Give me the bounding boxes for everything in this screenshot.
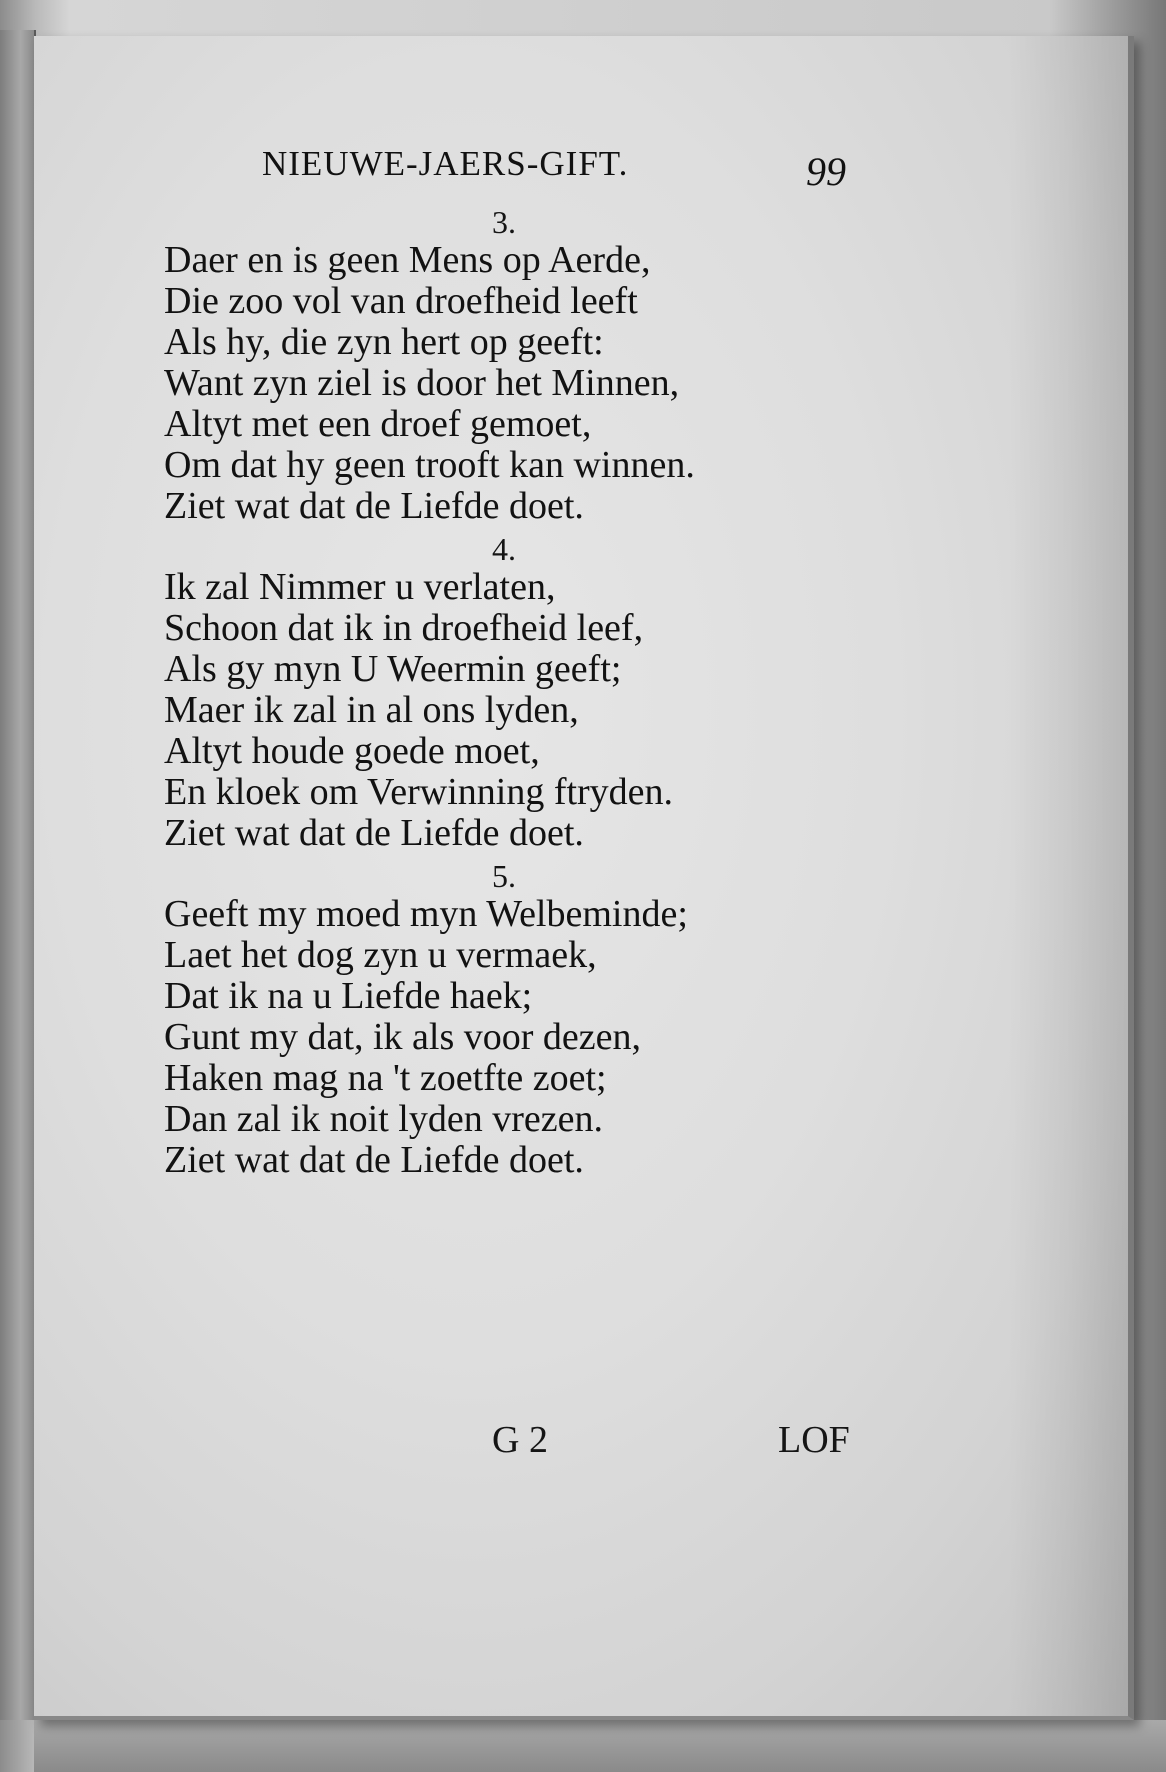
page-shading	[1008, 36, 1128, 1716]
verse-line: Als hy, die zyn hert op geeft:	[164, 321, 604, 363]
verse-line: Die zoo vol van droefheid leeft	[164, 280, 638, 322]
verse-line: Laet het dog zyn u vermaek,	[164, 934, 597, 976]
verse-line: Dan zal ik noit lyden vrezen.	[164, 1098, 603, 1140]
verse-line: Ziet wat dat de Liefde doet.	[164, 485, 584, 527]
book-bottom-edge	[34, 1720, 1166, 1772]
stanza-4	[164, 531, 824, 854]
facing-page-edge	[0, 30, 36, 1720]
verse-line: En kloek om Verwinning ftryden.	[164, 771, 674, 813]
verse-line: Altyt met een droef gemoet,	[164, 403, 592, 445]
verse-line: Gunt my dat, ik als voor dezen,	[164, 1016, 642, 1058]
verse-line: Daer en is geen Mens op Aerde,	[164, 239, 651, 281]
verse-line: Schoon dat ik in droefheid leef,	[164, 607, 644, 649]
stanza-number: 5.	[492, 858, 516, 894]
verse-line: Altyt houde goede moet,	[164, 730, 540, 772]
verse-line: Maer ik zal in al ons lyden,	[164, 689, 579, 731]
verse-line: Haken mag na 't zoetfte zoet;	[164, 1057, 607, 1099]
verse-line: Geeft my moed myn Welbeminde;	[164, 893, 688, 935]
poem	[164, 204, 824, 1185]
stanza-5	[164, 858, 824, 1181]
verse-line: Ik zal Nimmer u verlaten,	[164, 566, 556, 608]
verse-line: Dat ik na u Liefde haek;	[164, 975, 533, 1017]
signature-mark: G 2	[492, 1419, 548, 1461]
verse-line: Als gy myn U Weermin geeft;	[164, 648, 622, 690]
verse-line: Om dat hy geen trooft kan winnen.	[164, 444, 695, 486]
catchword: LOF	[778, 1419, 850, 1461]
stanza-number: 3.	[492, 204, 516, 240]
stanza-3	[164, 204, 824, 527]
verse-line: Want zyn ziel is door het Minnen,	[164, 362, 680, 404]
stanza-number: 4.	[492, 531, 516, 567]
verse-line: Ziet wat dat de Liefde doet.	[164, 812, 584, 854]
verse-line: Ziet wat dat de Liefde doet.	[164, 1139, 584, 1181]
running-title: NIEUWE-JAERS-GIFT.	[262, 144, 629, 183]
page-number: 99	[806, 149, 846, 194]
